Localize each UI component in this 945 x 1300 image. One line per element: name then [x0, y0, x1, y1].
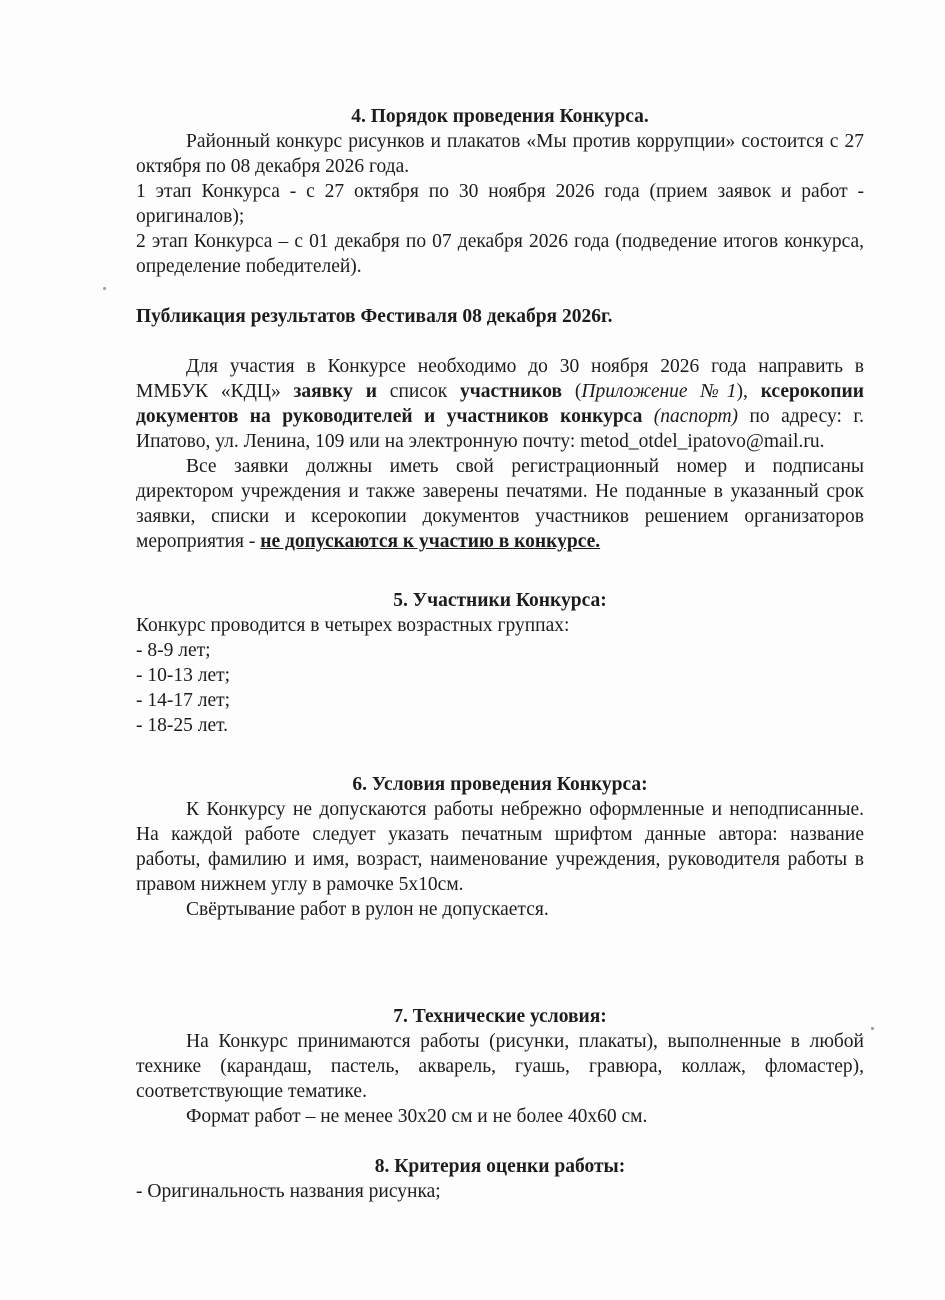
- criteria-list: [136, 1179, 864, 1204]
- list-item: - Оригинальность названия рисунка;: [136, 1181, 441, 1202]
- section-6-conditions: К Конкурсу не допускаются работы небрежно оформленные и неподписанные. На каждой работе следует указать печатным шрифтом данные автора: название работы, фамилию и имя, возраст, наименование учреждения, руководителя работы в правом нижнем углу в рамочке 5х10см.: [136, 799, 864, 895]
- document-body: [136, 104, 864, 1204]
- application-paragraph: Для участия в Конкурсе необходимо до 30 ноября 2026 года направить в ММБУК «КДЦ» заявку и список участников (Приложение №1), ксерокопии документов на руководителей и участников конкурса (паспорт) по адресу: г. Ипатово, ул. Ленина, 109 или на электронную почту: metod_otdel_ipatovo@mail.ru.: [136, 356, 865, 452]
- list-item: - 8-9 лет;: [136, 640, 211, 661]
- section-7-format: Формат работ – не менее 30х20 см и не более 40х60 см.: [186, 1106, 648, 1127]
- section-8-heading: 8. Критерия оценки работы:: [374, 1156, 626, 1177]
- scan-speck: [871, 1027, 874, 1030]
- stage-2-text: 2 этап Конкурса – с 01 декабря по 07 декабря 2026 года (подведение итогов конкурса, определение победителей).: [136, 231, 864, 277]
- stage-1-text: 1 этап Конкурса - с 27 октября по 30 ноября 2026 года (прием заявок и работ - оригиналов);: [136, 181, 864, 227]
- list-item: - 10-13 лет;: [136, 665, 231, 686]
- age-groups-intro: Конкурс проводится в четырех возрастных группах:: [136, 615, 570, 636]
- section-7-heading: 7. Технические условия:: [393, 1006, 607, 1027]
- section-6-rolling-note: Свёртывание работ в рулон не допускается.: [186, 899, 549, 920]
- scan-speck: [103, 287, 106, 290]
- section-7-techniques: На Конкурс принимаются работы (рисунки, плакаты), выполненные в любой технике (карандаш, пастель, акварель, гуашь, гравюра, коллаж, фломастер), соответствующие тематике.: [136, 1031, 864, 1102]
- publication-notice: Публикация результатов Фестиваля 08 декабря 2026г.: [136, 306, 613, 327]
- section-4-intro: Районный конкурс рисунков и плакатов «Мы против коррупции» состоится с 27 октября по 08 декабря 2026 года.: [136, 131, 864, 177]
- list-item: - 14-17 лет;: [136, 690, 231, 711]
- list-item: - 18-25 лет.: [136, 715, 229, 736]
- age-groups-list: [136, 638, 864, 738]
- requirements-paragraph: Все заявки должны иметь свой регистрационный номер и подписаны директором учреждения и также заверены печатями. Не поданные в указанный срок заявки, списки и ксерокопии документов участников решением организаторов мероприятия - не допускаются к участию в конкурсе.: [136, 456, 864, 552]
- section-6-heading: 6. Условия проведения Конкурса:: [352, 774, 648, 795]
- section-4-heading: 4. Порядок проведения Конкурса.: [351, 106, 649, 127]
- not-admitted-warning: не допускаются к участию в конкурсе.: [260, 531, 601, 552]
- section-5-heading: 5. Участники Конкурса:: [393, 590, 607, 611]
